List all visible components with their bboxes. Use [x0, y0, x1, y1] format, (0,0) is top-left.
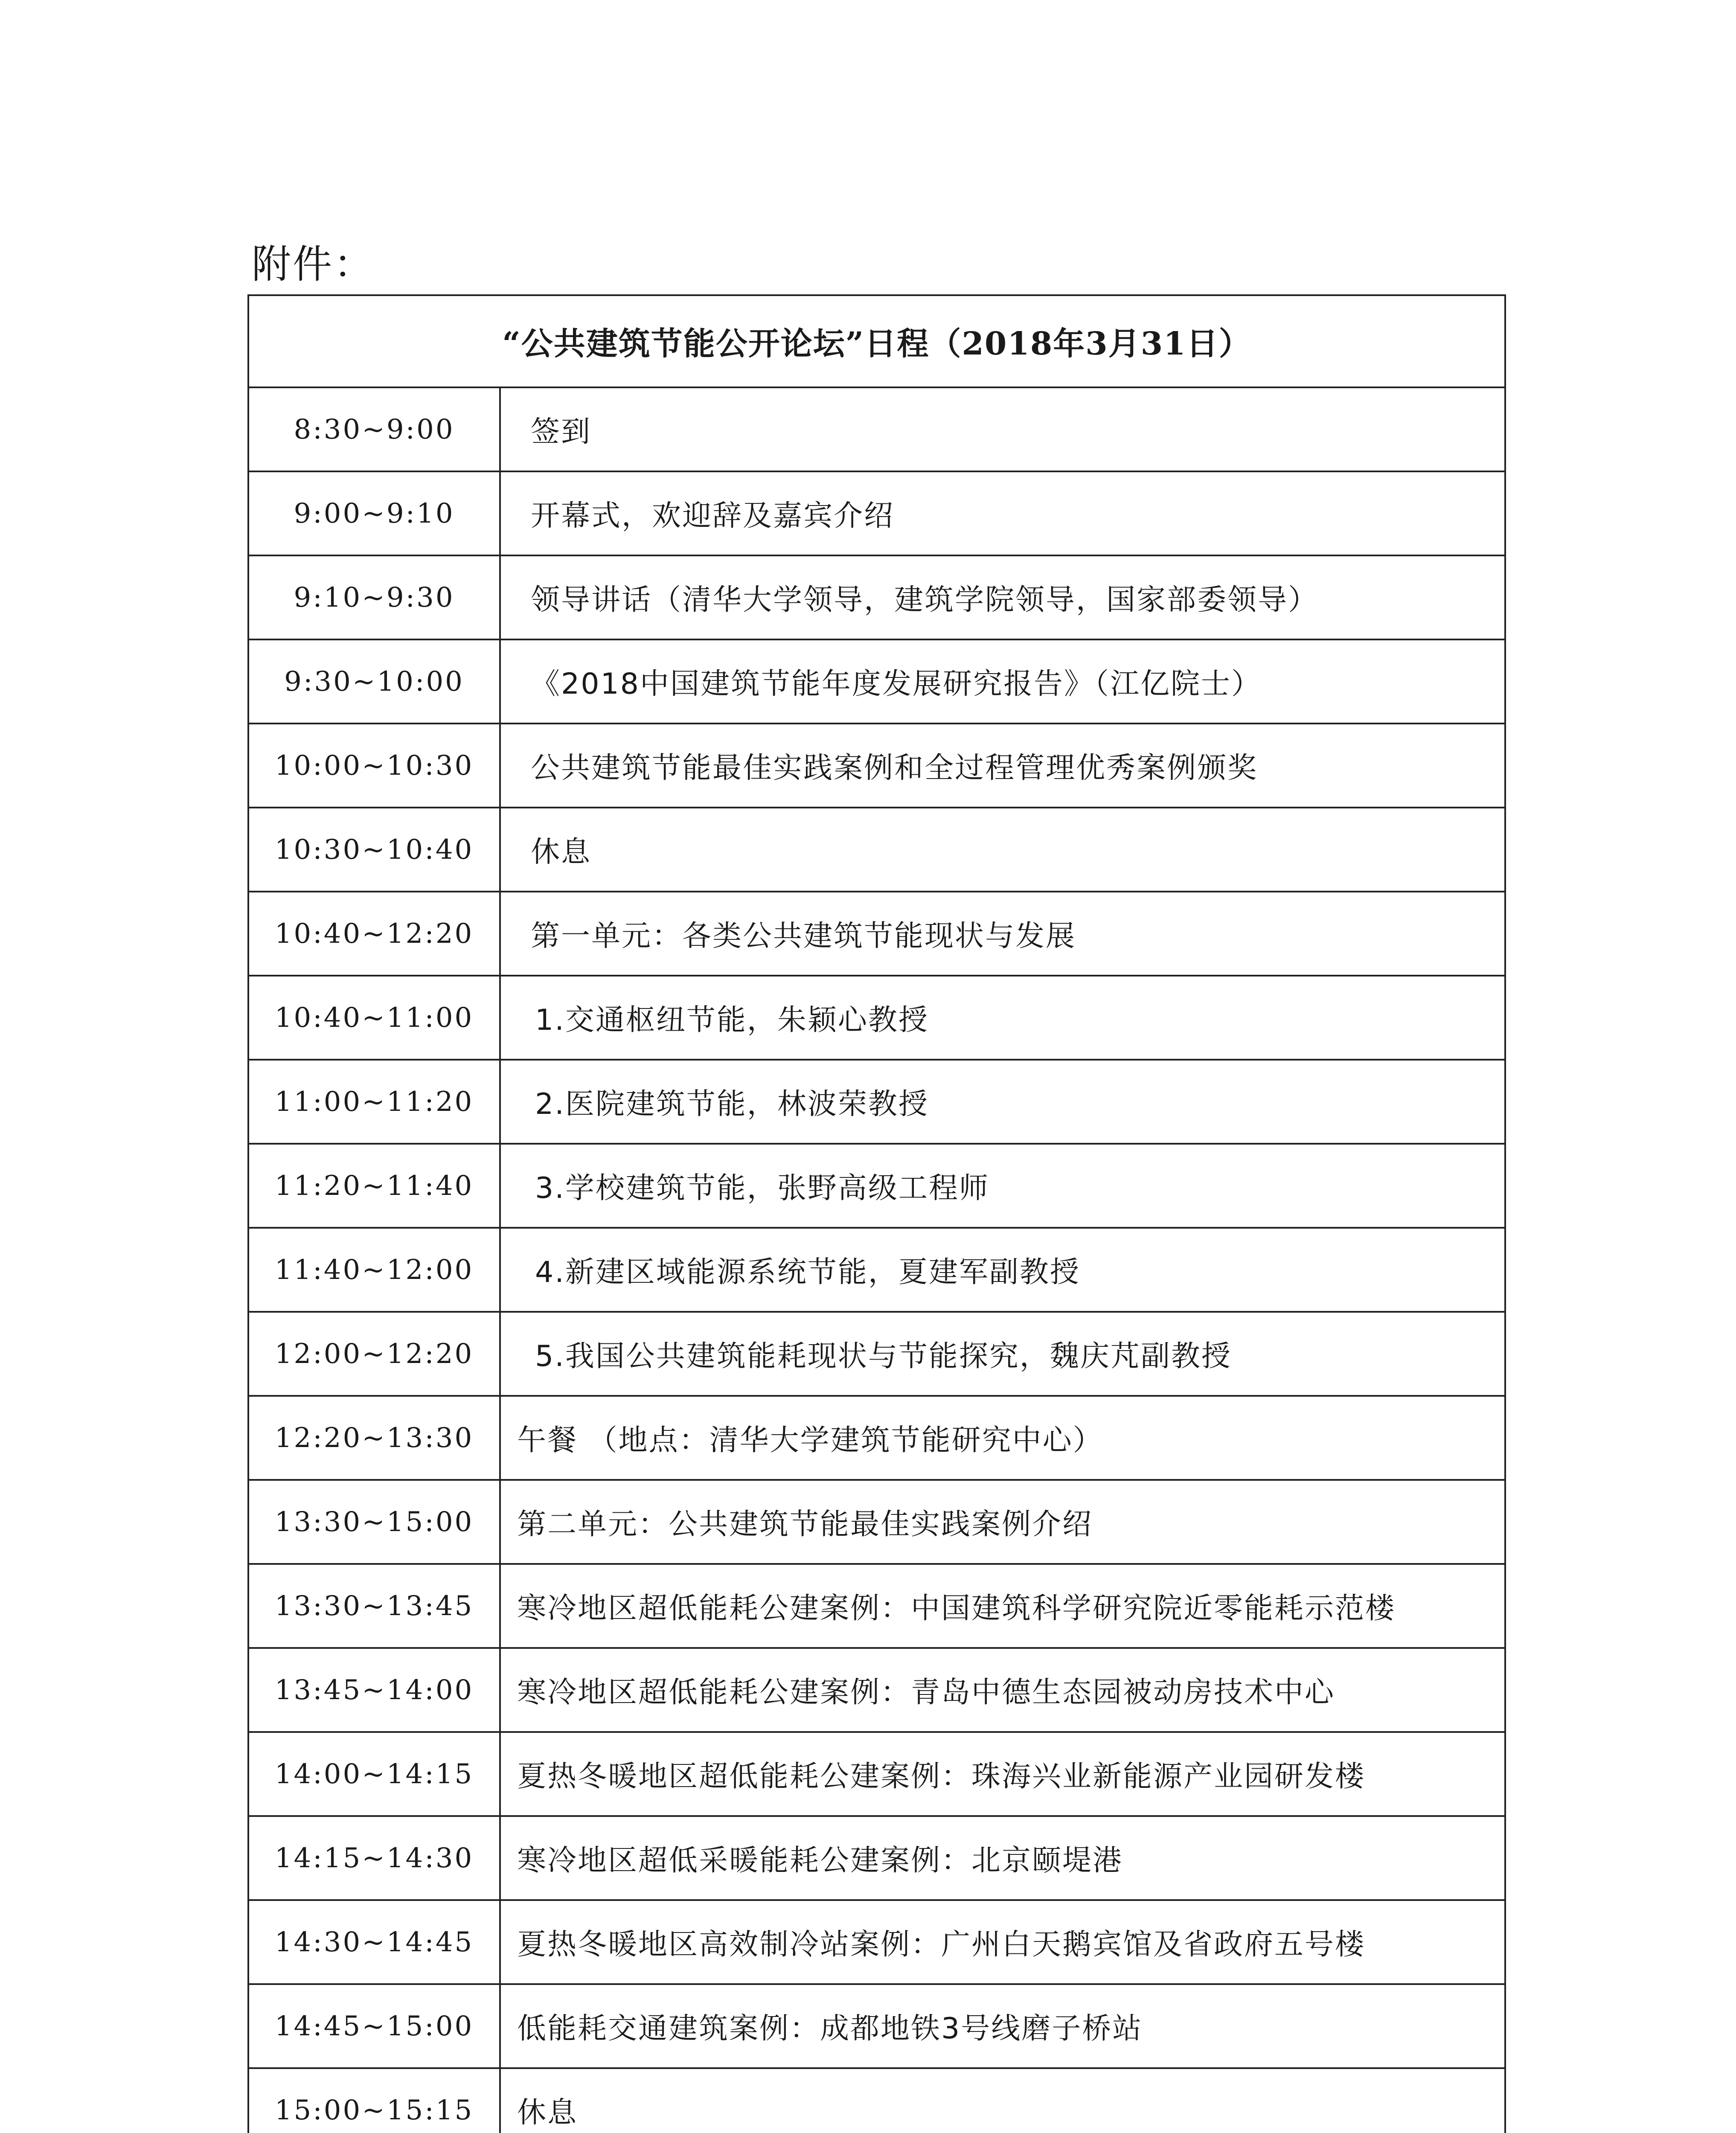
table-row	[248, 1648, 1505, 1732]
time-cell: 13:30~13:45	[248, 1564, 500, 1648]
table-row	[248, 1564, 1505, 1648]
time-cell: 11:20~11:40	[248, 1144, 500, 1228]
table-row	[248, 724, 1505, 808]
item-cell: 公共建筑节能最佳实践案例和全过程管理优秀案例颁奖	[500, 724, 1505, 808]
item-cell: 3.学校建筑节能，张野高级工程师	[500, 1144, 1505, 1228]
time-cell: 9:10~9:30	[248, 555, 500, 639]
table-row	[248, 1984, 1505, 2068]
time-cell: 13:45~14:00	[248, 1648, 500, 1732]
time-cell: 14:15~14:30	[248, 1816, 500, 1900]
table-row	[248, 639, 1505, 724]
item-cell: 休息	[500, 2068, 1505, 2133]
item-cell: 开幕式，欢迎辞及嘉宾介绍	[500, 471, 1505, 555]
time-cell: 12:00~12:20	[248, 1312, 500, 1396]
time-cell: 10:00~10:30	[248, 724, 500, 808]
table-row	[248, 1480, 1505, 1564]
table-row	[248, 892, 1505, 976]
item-cell: 2.医院建筑节能，林波荣教授	[500, 1060, 1505, 1144]
time-cell: 14:45~15:00	[248, 1984, 500, 2068]
table-row	[248, 2068, 1505, 2133]
item-cell: 签到	[500, 387, 1505, 471]
time-cell: 11:00~11:20	[248, 1060, 500, 1144]
time-cell: 9:00~9:10	[248, 471, 500, 555]
attachment-label: 附件：	[252, 241, 375, 287]
time-cell: 14:30~14:45	[248, 1900, 500, 1984]
time-cell: 12:20~13:30	[248, 1396, 500, 1480]
table-row	[248, 1312, 1505, 1396]
item-cell: 午餐 （地点：清华大学建筑节能研究中心）	[500, 1396, 1505, 1480]
table-row	[248, 1060, 1505, 1144]
time-cell: 10:30~10:40	[248, 808, 500, 892]
schedule-title: “公共建筑节能公开论坛”日程（2018年3月31日）	[248, 295, 1505, 387]
item-cell: 第二单元：公共建筑节能最佳实践案例介绍	[500, 1480, 1505, 1564]
time-cell: 15:00~15:15	[248, 2068, 500, 2133]
table-row	[248, 1396, 1505, 1480]
table-row	[248, 1816, 1505, 1900]
table-row	[248, 471, 1505, 555]
item-cell: 5.我国公共建筑能耗现状与节能探究，魏庆芃副教授	[500, 1312, 1505, 1396]
schedule-table	[247, 294, 1506, 2133]
table-row	[248, 1732, 1505, 1816]
item-cell: 休息	[500, 808, 1505, 892]
table-row	[248, 1144, 1505, 1228]
item-cell: 低能耗交通建筑案例：成都地铁3号线磨子桥站	[500, 1984, 1505, 2068]
time-cell: 13:30~15:00	[248, 1480, 500, 1564]
item-cell: 寒冷地区超低能耗公建案例：中国建筑科学研究院近零能耗示范楼	[500, 1564, 1505, 1648]
item-cell: 夏热冬暖地区高效制冷站案例：广州白天鹅宾馆及省政府五号楼	[500, 1900, 1505, 1984]
item-cell: 4.新建区域能源系统节能，夏建军副教授	[500, 1228, 1505, 1312]
table-row	[248, 976, 1505, 1060]
item-cell: 第一单元：各类公共建筑节能现状与发展	[500, 892, 1505, 976]
item-cell: 寒冷地区超低能耗公建案例：青岛中德生态园被动房技术中心	[500, 1648, 1505, 1732]
table-row	[248, 808, 1505, 892]
time-cell: 10:40~12:20	[248, 892, 500, 976]
table-row	[248, 1228, 1505, 1312]
item-cell: 寒冷地区超低采暖能耗公建案例：北京颐堤港	[500, 1816, 1505, 1900]
table-row	[248, 555, 1505, 639]
time-cell: 9:30~10:00	[248, 639, 500, 724]
item-cell: 夏热冬暖地区超低能耗公建案例：珠海兴业新能源产业园研发楼	[500, 1732, 1505, 1816]
time-cell: 10:40~11:00	[248, 976, 500, 1060]
table-row	[248, 387, 1505, 471]
time-cell: 11:40~12:00	[248, 1228, 500, 1312]
item-cell: 领导讲话（清华大学领导，建筑学院领导，国家部委领导）	[500, 555, 1505, 639]
table-row	[248, 1900, 1505, 1984]
time-cell: 8:30~9:00	[248, 387, 500, 471]
item-cell: 1.交通枢纽节能，朱颖心教授	[500, 976, 1505, 1060]
time-cell: 14:00~14:15	[248, 1732, 500, 1816]
item-cell: 《2018中国建筑节能年度发展研究报告》（江亿院士）	[500, 639, 1505, 724]
